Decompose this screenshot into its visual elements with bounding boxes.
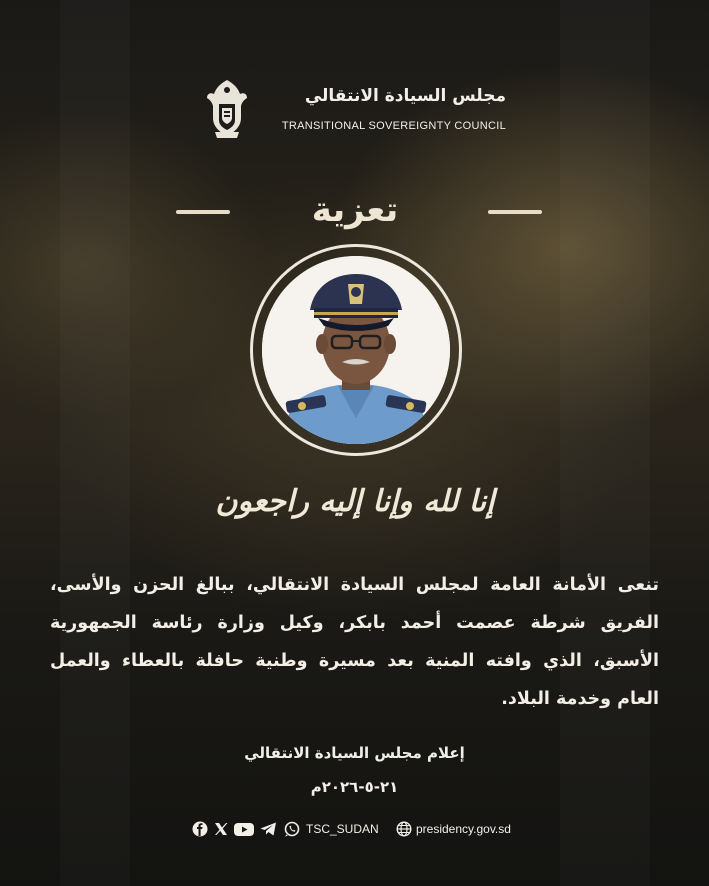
title-row <box>0 186 709 236</box>
council-english-name: TRANSITIONAL SOVEREIGNTY COUNCIL <box>281 120 506 132</box>
portrait-illustration <box>262 256 450 444</box>
facebook-icon[interactable] <box>192 820 208 838</box>
footer <box>188 818 528 840</box>
calligraphy-verse: إنا لله وإنا إليه راجعون <box>215 484 495 519</box>
whatsapp-icon[interactable] <box>284 820 300 838</box>
sudan-emblem-icon <box>204 78 250 140</box>
social-handle[interactable]: TSC_SUDAN <box>306 822 379 836</box>
header <box>200 78 510 142</box>
council-arabic-name: مجلس السيادة الانتقالي <box>304 86 506 106</box>
portrait-photo <box>262 256 450 444</box>
youtube-icon[interactable] <box>234 820 254 838</box>
x-icon[interactable] <box>214 820 228 838</box>
announcement-date: ٢١-٥-٢٠٢٦م <box>310 778 399 796</box>
page-title: تعزية <box>311 190 399 230</box>
telegram-icon[interactable] <box>260 820 277 838</box>
title-left-line <box>176 210 230 214</box>
signature: إعلام مجلس السيادة الانتقالي <box>244 744 465 762</box>
globe-icon <box>396 820 412 838</box>
website-link[interactable]: presidency.gov.sd <box>416 822 511 836</box>
title-right-line <box>488 210 542 214</box>
condolence-text: تنعى الأمانة العامة لمجلس السيادة الانتقالي، ببالغ الحزن والأسى، الفريق شرطة عصمت أحمد بابكر، وكيل وزارة رئاسة الجمهورية الأسبق، الذي وافته المنية بعد مسيرة وطنية حافلة بالعطاء والعمل العام وخدمة البلاد. <box>50 575 659 709</box>
